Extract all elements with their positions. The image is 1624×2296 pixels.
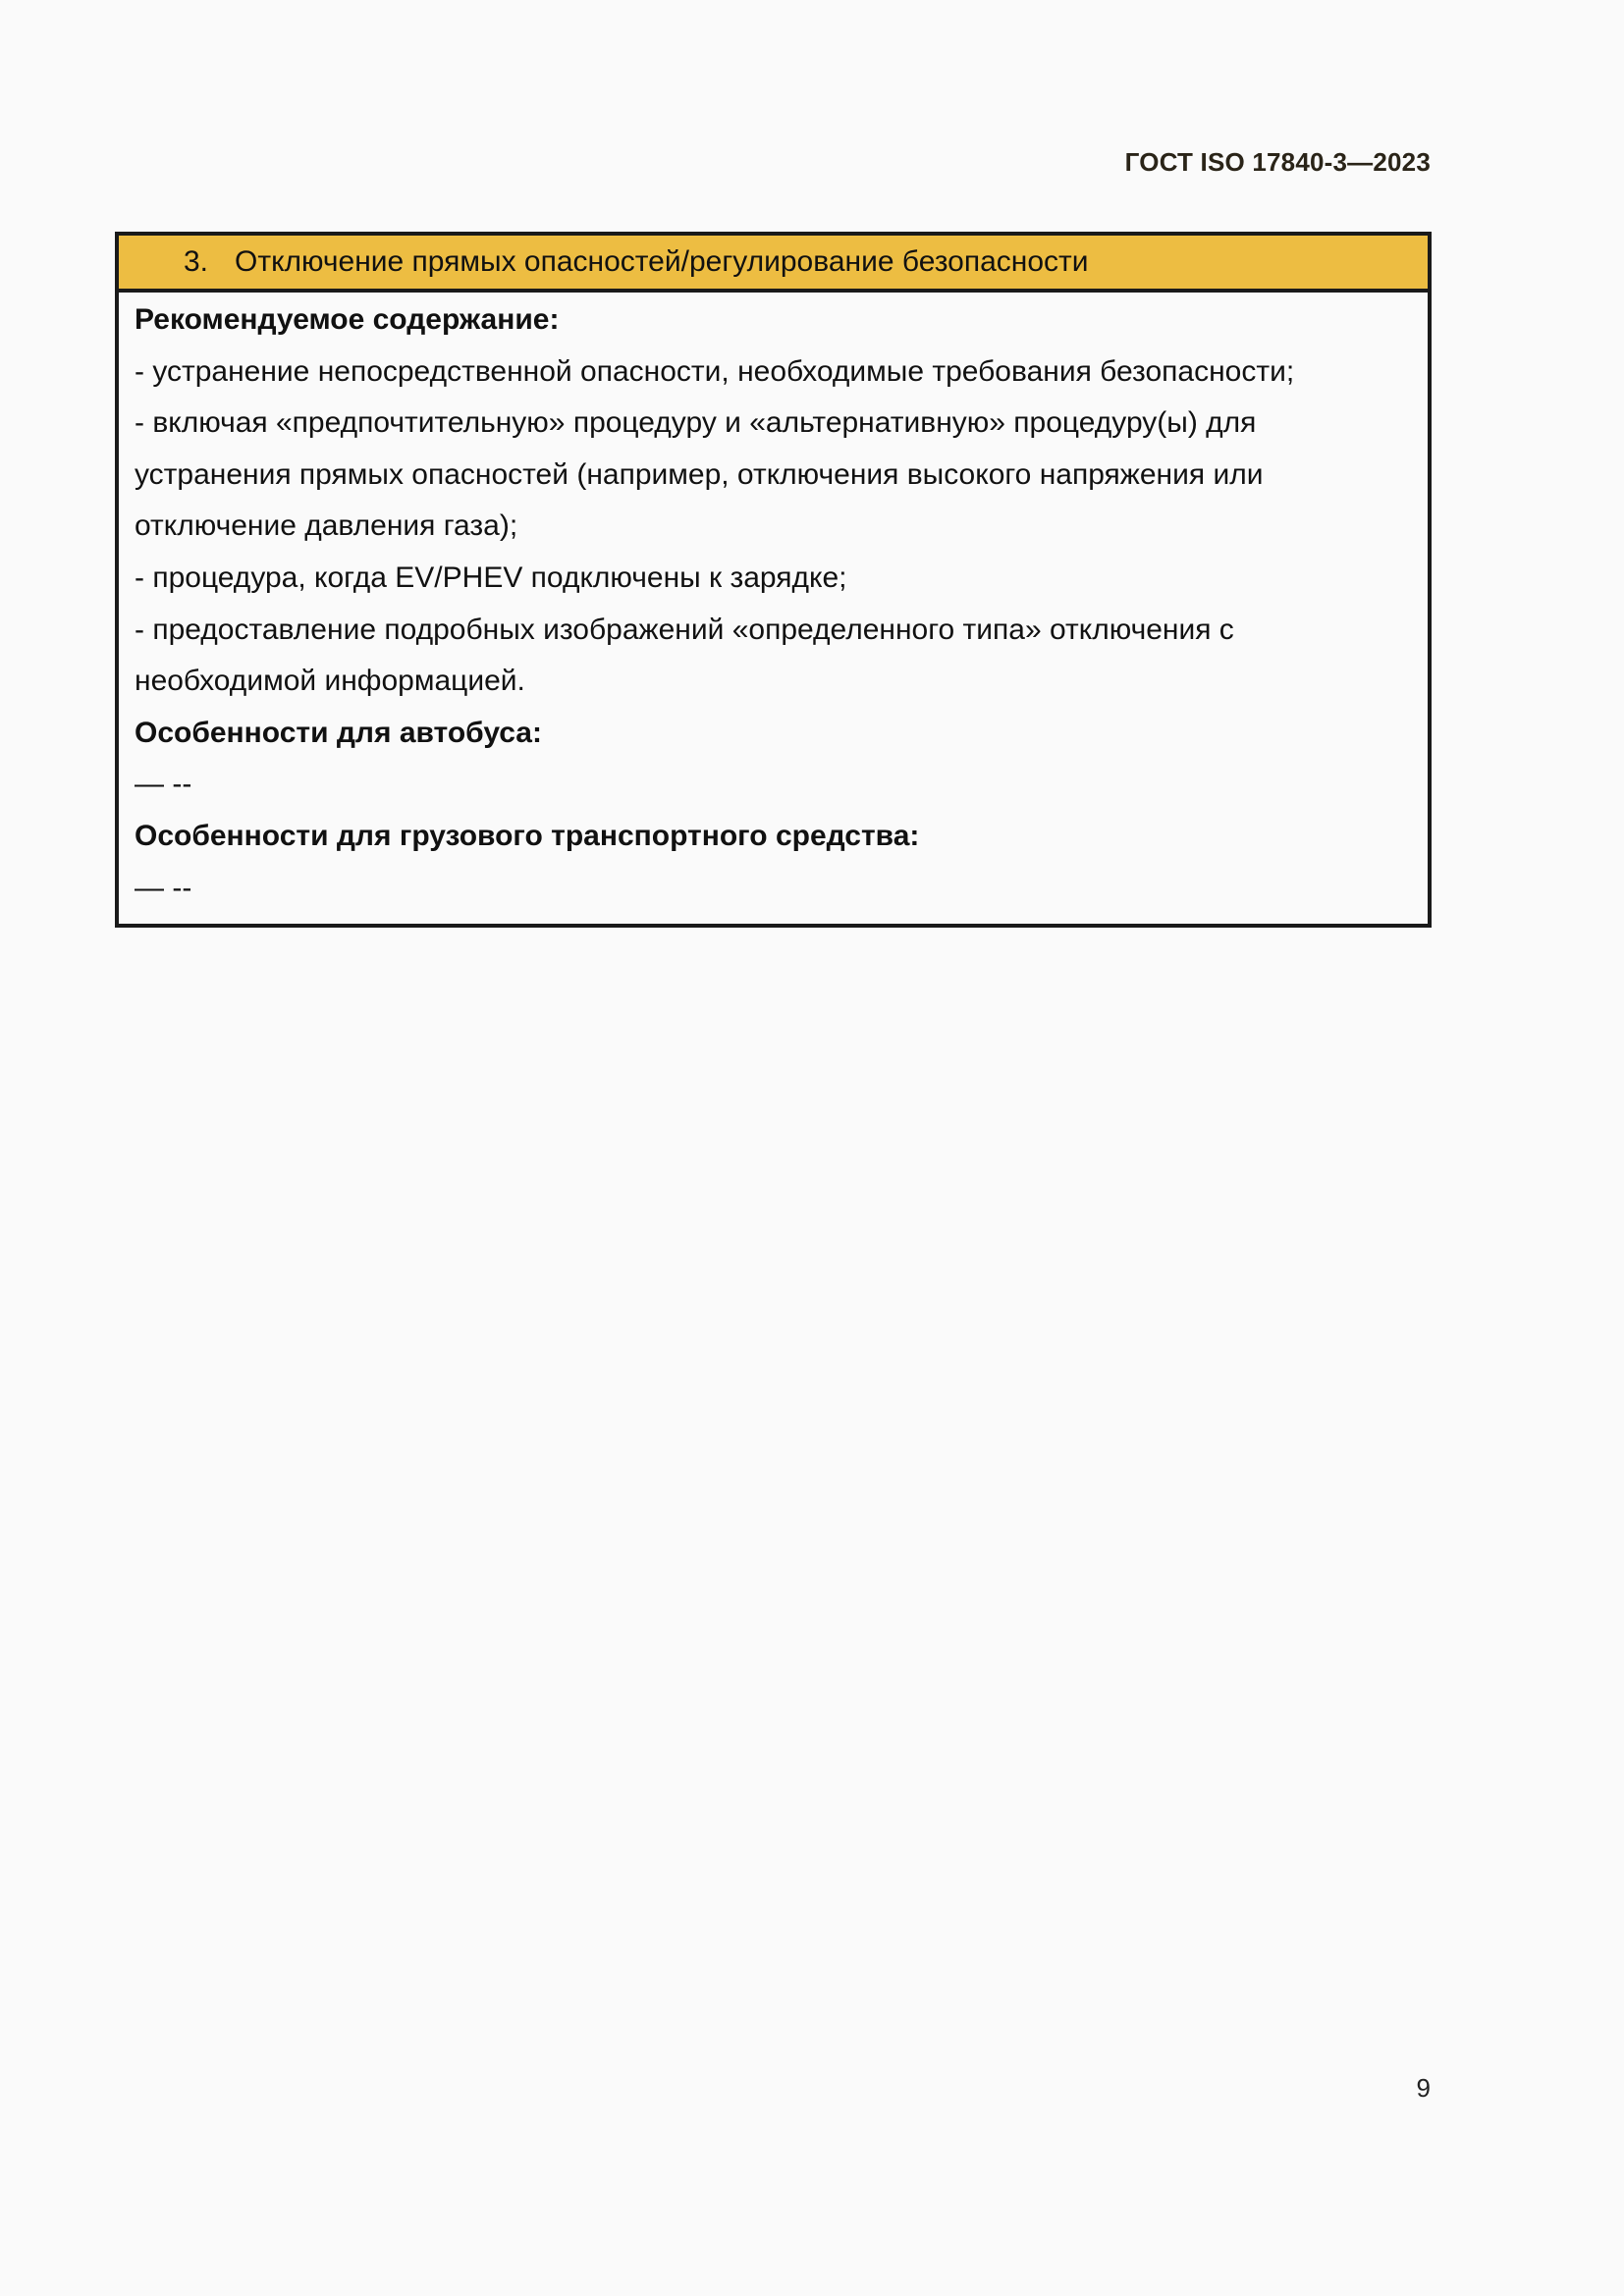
body-line: - процедура, когда EV/PHEV подключены к зарядке; [135,561,847,594]
section-number: 3. [184,245,209,278]
body-line: - устранение непосредственной опасности, необходимые требования безопасности; [135,354,1295,388]
body-line: отключение давления газа); [135,509,518,543]
body-line: - включая «предпочтительную» процедуру и «альтернативную» процедуру(ы) для [135,406,1257,440]
body-line: необходимой информацией. [135,665,525,698]
truck-heading: Особенности для грузового транспортного средства: [135,819,920,852]
section-title: Отключение прямых опасностей/регулирование безопасности [235,245,1089,278]
recommended-heading: Рекомендуемое содержание: [135,303,560,336]
section-title-bar [119,236,1428,293]
page-number: 9 [1416,2073,1431,2103]
truck-value: — -- [135,871,192,904]
document-header: ГОСТ ISO 17840-3—2023 [1124,147,1431,177]
body-line: - предоставление подробных изображений «определенного типа» отключения с [135,613,1234,646]
bus-heading: Особенности для автобуса: [135,716,542,749]
section-body [119,293,1428,924]
bus-value: — -- [135,768,192,801]
body-line: устранения прямых опасностей (например, отключения высокого напряжения или [135,457,1264,491]
section-box [115,232,1432,928]
